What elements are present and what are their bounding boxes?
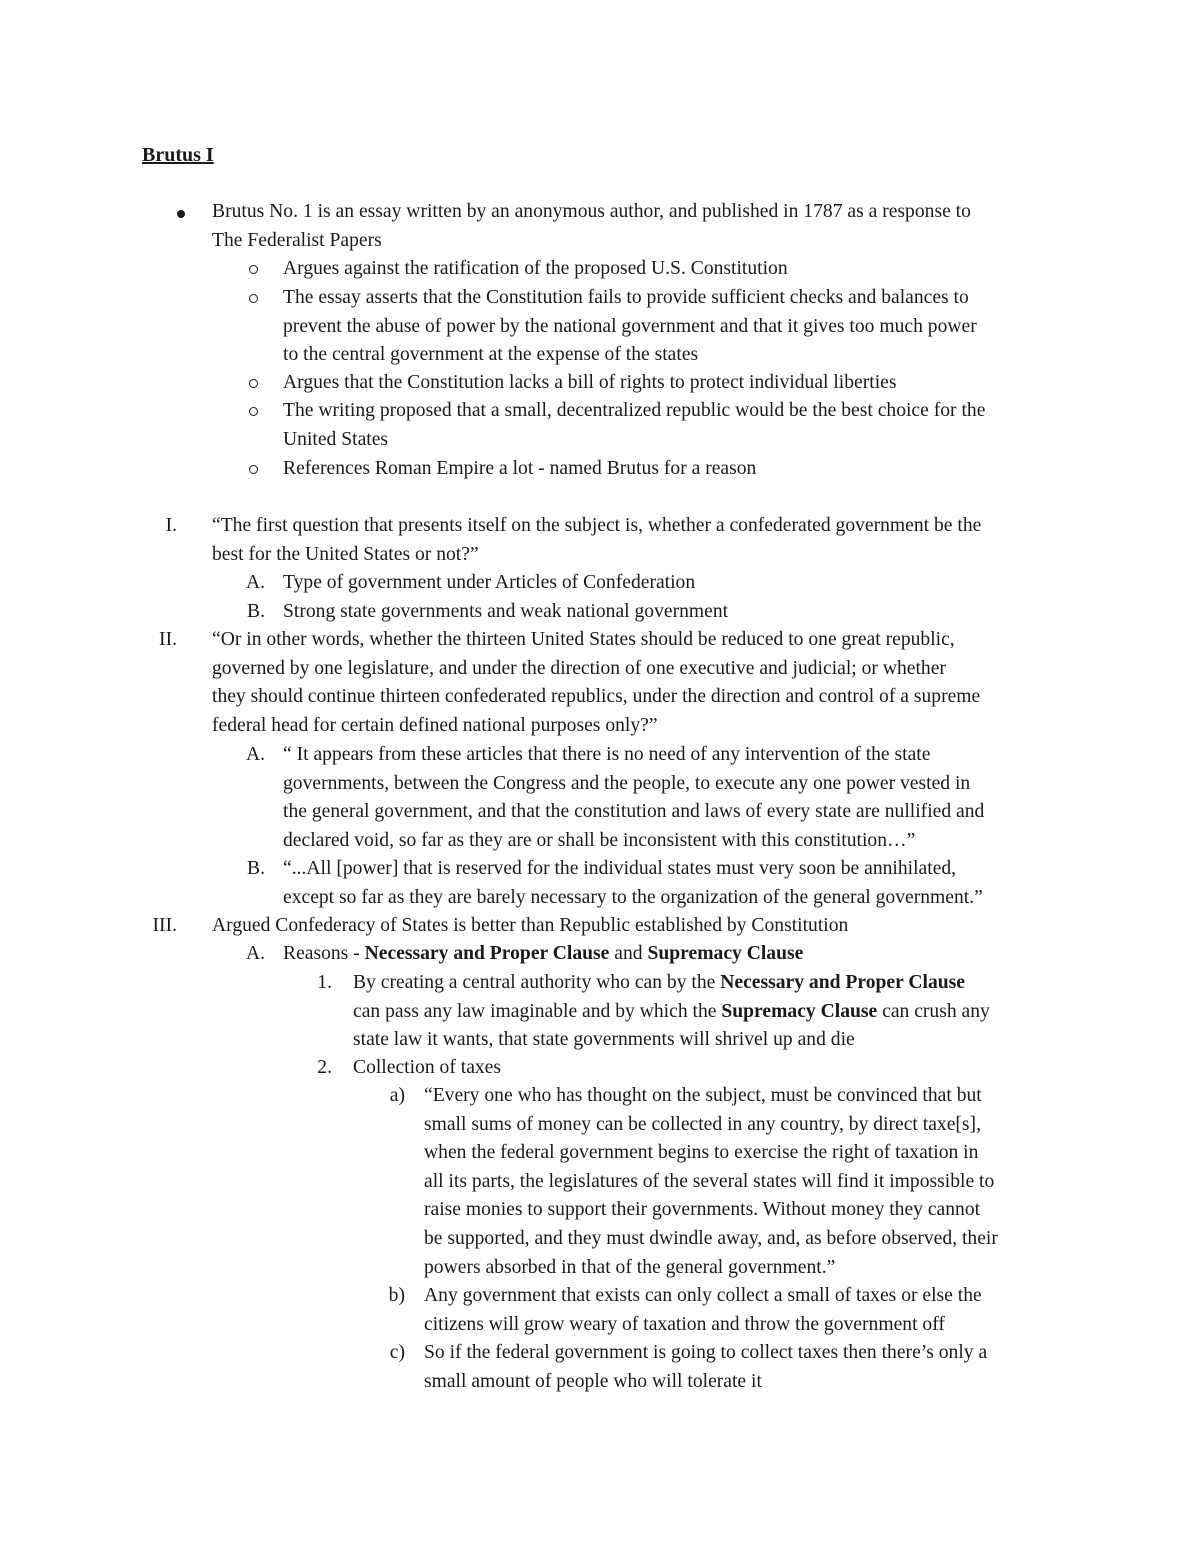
- outline-lettered-item: [424, 1339, 987, 1396]
- bullet-ring-icon: [249, 407, 258, 416]
- outline-marker: B.: [247, 858, 265, 879]
- text-line: governed by one legislature, and under the direction of one executive and judicial; or whether: [212, 657, 946, 679]
- text-line: best for the United States or not?”: [212, 543, 479, 565]
- sub-bullet-item: [283, 455, 756, 484]
- outline-subitem: [283, 940, 803, 969]
- text-line: [283, 940, 803, 969]
- outline-marker: III.: [152, 915, 177, 936]
- text-line: small sums of money can be collected in any country, by direct taxe[s],: [424, 1113, 981, 1135]
- outline-marker: A.: [245, 943, 265, 964]
- text-line: “The first question that presents itself on the subject is, whether a confederated government be the: [212, 515, 982, 536]
- bold-term: Necessary and Proper Clause: [364, 943, 610, 964]
- outline-marker: II.: [159, 629, 177, 650]
- text-fragment: Reasons -: [283, 943, 365, 964]
- outline-marker: B.: [247, 601, 265, 622]
- text-line: References Roman Empire a lot - named Brutus for a reason: [283, 458, 757, 479]
- bullet-ring-icon: [249, 379, 258, 388]
- text-fragment: and: [609, 943, 648, 964]
- text-line: Brutus No. 1 is an essay written by an anonymous author, and published in 1787 as a response to: [212, 201, 971, 222]
- outline-item: [212, 626, 980, 740]
- text-line: So if the federal government is going to collect taxes then there’s only a: [424, 1342, 988, 1363]
- outline-marker: I.: [165, 515, 177, 536]
- outline-marker: 1.: [317, 972, 332, 993]
- outline-marker: 2.: [317, 1057, 332, 1078]
- text-line: Any government that exists can only collect a small of taxes or else the: [424, 1285, 982, 1306]
- bold-term: Necessary and Proper Clause: [720, 972, 965, 993]
- outline-subitem: [283, 569, 695, 598]
- text-fragment: can pass any law imaginable and by which the: [353, 1000, 722, 1022]
- bullet-dot-icon: [177, 210, 185, 218]
- outline-lettered-item: [424, 1282, 982, 1339]
- sub-bullet-item: [283, 255, 788, 284]
- outline-marker: A.: [245, 572, 265, 593]
- text-line: The Federalist Papers: [212, 229, 382, 251]
- sub-bullet-item: [283, 284, 977, 370]
- bold-term: Supremacy Clause: [647, 943, 804, 964]
- text-fragment: By creating a central authority who can by the: [353, 972, 721, 993]
- outline-marker: b): [388, 1285, 405, 1306]
- text-line: Type of government under Articles of Confederation: [283, 572, 696, 593]
- outline-subitem: [283, 855, 983, 912]
- bullet-ring-icon: [249, 265, 258, 274]
- outline-numbered-item: [353, 969, 990, 1055]
- text-line: when the federal government begins to exercise the right of taxation in: [424, 1142, 979, 1164]
- text-line: Argued Confederacy of States is better than Republic established by Constitution: [212, 915, 849, 936]
- outline-lettered-item: [424, 1082, 998, 1282]
- text-line: the general government, and that the constitution and laws of every state are nullified and: [283, 801, 985, 823]
- outline-marker: A.: [245, 744, 265, 765]
- text-line: [353, 969, 990, 998]
- text-line: powers absorbed in that of the general government.”: [424, 1256, 836, 1278]
- text-line: be supported, and they must dwindle away, and, as before observed, their: [424, 1227, 998, 1249]
- outline-item: [212, 912, 848, 941]
- text-line: Argues that the Constitution lacks a bill of rights to protect individual liberties: [283, 372, 897, 393]
- text-line: citizens will grow weary of taxation and throw the government off: [424, 1313, 945, 1335]
- outline-numbered-item: [353, 1054, 501, 1083]
- outline-item: [212, 512, 981, 569]
- outline-marker: a): [389, 1085, 405, 1106]
- text-line: governments, between the Congress and the people, to execute any one power vested in: [283, 772, 971, 794]
- sub-bullet-item: [283, 369, 896, 398]
- text-line: all its parts, the legislatures of the several states will find it impossible to: [424, 1170, 995, 1192]
- page-title: Brutus I: [142, 144, 214, 166]
- text-line: The writing proposed that a small, decentralized republic would be the best choice for the: [283, 400, 986, 421]
- text-line: The essay asserts that the Constitution fails to provide sufficient checks and balances to: [283, 287, 969, 308]
- text-line: United States: [283, 428, 389, 450]
- bullet-item: [212, 198, 971, 255]
- text-line: state law it wants, that state governments will shrivel up and die: [353, 1029, 855, 1051]
- outline-subitem: [283, 598, 728, 627]
- text-line: “Every one who has thought on the subject, must be convinced that but: [424, 1085, 982, 1106]
- text-line: declared void, so far as they are or shall be inconsistent with this constitution…”: [283, 829, 916, 851]
- text-fragment: can crush any: [877, 1000, 990, 1022]
- text-line: “...All [power] that is reserved for the individual states must very soon be annihilated,: [283, 858, 957, 879]
- text-line: raise monies to support their governments. Without money they cannot: [424, 1199, 981, 1221]
- sub-bullet-item: [283, 397, 985, 454]
- outline-subitem: [283, 741, 984, 855]
- text-line: [353, 998, 990, 1027]
- text-line: Collection of taxes: [353, 1057, 502, 1078]
- text-line: “Or in other words, whether the thirteen United States should be reduced to one great republic,: [212, 629, 955, 650]
- bullet-ring-icon: [249, 294, 258, 303]
- text-line: “ It appears from these articles that there is no need of any intervention of the state: [283, 744, 931, 765]
- text-line: small amount of people who will tolerate it: [424, 1370, 762, 1392]
- text-line: Strong state governments and weak national government: [283, 601, 729, 622]
- text-line: Argues against the ratification of the proposed U.S. Constitution: [283, 258, 788, 279]
- text-line: to the central government at the expense of the states: [283, 344, 699, 366]
- bullet-ring-icon: [249, 465, 258, 474]
- bold-term: Supremacy Clause: [721, 1000, 878, 1022]
- text-line: federal head for certain defined national purposes only?”: [212, 714, 658, 736]
- text-line: except so far as they are barely necessary to the organization of the general government.”: [283, 886, 983, 908]
- text-line: prevent the abuse of power by the national government and that it gives too much power: [283, 315, 977, 337]
- outline-marker: c): [389, 1342, 405, 1363]
- text-line: they should continue thirteen confederated republics, under the direction and control of a supreme: [212, 686, 981, 708]
